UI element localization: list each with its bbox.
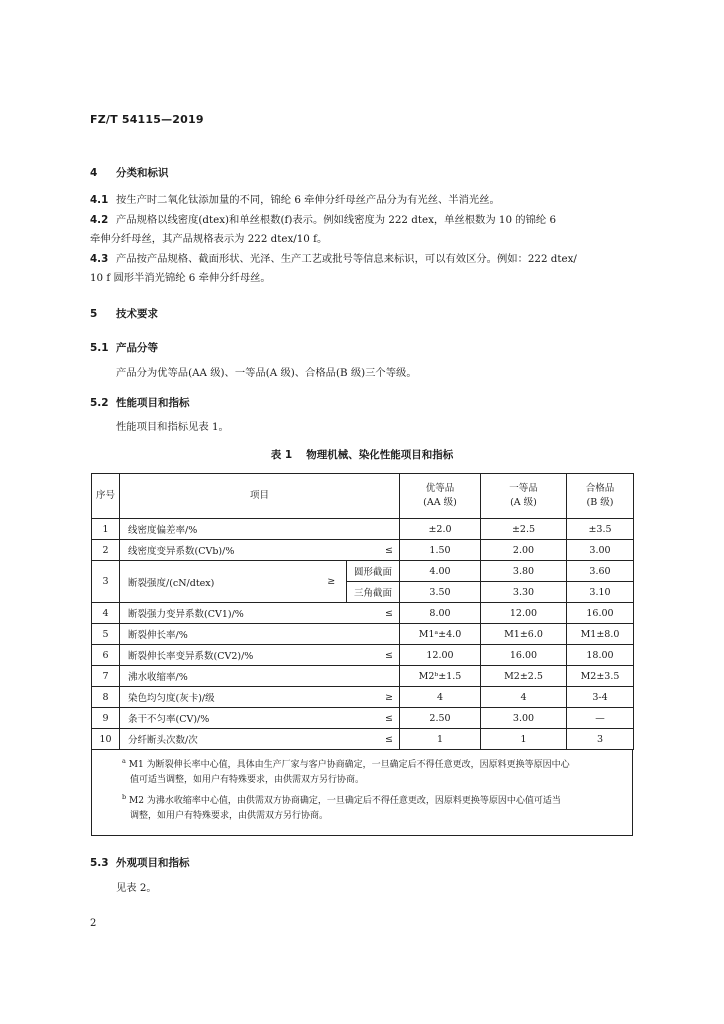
note-text-line2: 调整，如用户有特殊要求，由供需双方另行协商。 <box>130 811 329 821</box>
row-no: 1 <box>92 519 120 540</box>
cell-b: ±3.5 <box>567 519 634 540</box>
cell-b: 3.00 <box>567 540 634 561</box>
table-row <box>92 666 634 687</box>
cell-a: 4 <box>481 687 567 708</box>
row-no: 6 <box>92 645 120 666</box>
cell-b: 16.00 <box>567 603 634 624</box>
cell-aa: 3.50 <box>400 582 481 603</box>
cell-a: 16.00 <box>481 645 567 666</box>
row-item: 断裂强度/(cN/dtex) <box>120 561 317 603</box>
table-row <box>92 645 634 666</box>
clause-text-line1: 产品规格以线密度(dtex)和单丝根数(f)表示。例如线密度为 222 dtex，单丝根数为 10 的锦纶 6 <box>116 214 557 226</box>
table-notes <box>91 750 633 836</box>
section-title: 产品分等 <box>116 342 158 354</box>
row-no: 3 <box>92 561 120 603</box>
row-no: 10 <box>92 729 120 750</box>
note-text-line1: M1 为断裂伸长率中心值，具体由生产厂家与客户协商确定，一旦确定后不得任意更改，因原料更换等原因中心 <box>128 760 570 770</box>
cell-a: 1 <box>481 729 567 750</box>
note-text-line2: 值可适当调整，如用户有特殊要求，由供需双方另行协商。 <box>130 775 365 785</box>
clause-4-1 <box>90 193 500 207</box>
cell-a: 12.00 <box>481 603 567 624</box>
section-number: 5.3 <box>90 857 109 869</box>
section-title: 外观项目和指标 <box>116 857 190 869</box>
cell-a: 3.80 <box>481 561 567 582</box>
cell-aa: 8.00 <box>400 603 481 624</box>
cell-aa: 4 <box>400 687 481 708</box>
row-no: 8 <box>92 687 120 708</box>
row-symbol: ≥ <box>347 687 400 708</box>
table-row <box>92 519 634 540</box>
section-5-2-text: 性能项目和指标见表 1。 <box>116 421 229 433</box>
table-header-row <box>92 474 634 519</box>
table-row <box>92 687 634 708</box>
cell-aa: 1 <box>400 729 481 750</box>
cell-b: — <box>567 708 634 729</box>
row-symbol: ≤ <box>347 645 400 666</box>
header-item: 项目 <box>120 474 400 519</box>
table-row <box>92 540 634 561</box>
header-grade-aa: 优等品 (AA 级) <box>400 474 481 519</box>
section-title: 性能项目和指标 <box>116 397 190 409</box>
row-no: 7 <box>92 666 120 687</box>
cell-aa: ±2.0 <box>400 519 481 540</box>
section-number: 5.1 <box>90 342 109 354</box>
cell-b: 3 <box>567 729 634 750</box>
table-note-a <box>122 754 622 788</box>
note-mark: b <box>122 793 127 801</box>
row-subitem: 三角截面 <box>347 582 400 603</box>
page-number: 2 <box>90 918 97 929</box>
row-symbol: ≤ <box>347 603 400 624</box>
row-symbol: ≤ <box>347 708 400 729</box>
row-no: 4 <box>92 603 120 624</box>
row-item: 染色均匀度(灰卡)/级 <box>120 687 347 708</box>
row-item: 断裂强力变异系数(CV1)/% <box>120 603 347 624</box>
section-number: 4 <box>90 167 98 179</box>
cell-a: M2±2.5 <box>481 666 567 687</box>
cell-aa: M1ᵃ±4.0 <box>400 624 481 645</box>
row-symbol: ≤ <box>347 540 400 561</box>
table-row <box>92 708 634 729</box>
table-row <box>92 624 634 645</box>
clause-text-line2: 牵伸分纤母丝，其产品规格表示为 222 dtex/10 f。 <box>90 233 328 245</box>
cell-a: 3.00 <box>481 708 567 729</box>
table-row <box>92 561 634 582</box>
performance-table <box>91 473 634 750</box>
table-row <box>92 603 634 624</box>
section-title: 分类和标识 <box>116 167 169 179</box>
clause-number: 4.2 <box>90 214 109 226</box>
clause-number: 4.3 <box>90 253 109 265</box>
clause-text: 按生产时二氧化钛添加量的不同，锦纶 6 牵伸分纤母丝产品分为有光丝、半消光丝。 <box>116 194 500 206</box>
section-number: 5.2 <box>90 397 109 409</box>
table-title: 物理机械、染化性能项目和指标 <box>306 449 454 461</box>
section-5-3-heading <box>90 855 190 870</box>
section-5-1-text: 产品分为优等品(AA 级)、一等品(A 级)、合格品(B 级)三个等级。 <box>116 367 417 379</box>
standard-code: FZ/T 54115—2019 <box>90 113 204 126</box>
clause-number: 4.1 <box>90 194 109 206</box>
note-text-line1: M2 为沸水收缩率中心值，由供需双方协商确定，一旦确定后不得任意更改，因原料更换等原因中心值可适当 <box>129 796 561 806</box>
cell-a: M1±6.0 <box>481 624 567 645</box>
section-5-3-text: 见表 2。 <box>116 882 157 894</box>
row-item: 断裂伸长率变异系数(CV2)/% <box>120 645 347 666</box>
cell-aa: 2.50 <box>400 708 481 729</box>
section-5-2-heading <box>90 395 190 410</box>
section-title: 技术要求 <box>116 308 158 320</box>
cell-b: 3.60 <box>567 561 634 582</box>
section-4-heading <box>90 165 169 180</box>
row-item: 分纤断头次数/次 <box>120 729 347 750</box>
row-item: 沸水收缩率/% <box>120 666 400 687</box>
row-no: 2 <box>92 540 120 561</box>
row-item: 线密度偏差率/% <box>120 519 400 540</box>
header-grade-b: 合格品 (B 级) <box>567 474 634 519</box>
section-5-heading <box>90 306 158 321</box>
table-row <box>92 729 634 750</box>
header-no: 序号 <box>92 474 120 519</box>
cell-b: 3-4 <box>567 687 634 708</box>
table-caption <box>0 447 724 462</box>
clause-4-2 <box>90 213 556 246</box>
table-note-b <box>122 790 622 824</box>
clause-text-line2: 10 f 圆形半消光锦纶 6 牵伸分纤母丝。 <box>90 272 271 284</box>
cell-b: 18.00 <box>567 645 634 666</box>
row-subitem: 圆形截面 <box>347 561 400 582</box>
row-symbol: ≥ <box>317 561 347 603</box>
cell-a: 2.00 <box>481 540 567 561</box>
cell-b: M1±8.0 <box>567 624 634 645</box>
header-grade-a: 一等品 (A 级) <box>481 474 567 519</box>
row-item: 条干不匀率(CV)/% <box>120 708 347 729</box>
row-no: 5 <box>92 624 120 645</box>
table-number: 表 1 <box>270 449 293 461</box>
cell-a: 3.30 <box>481 582 567 603</box>
note-mark: a <box>122 757 126 765</box>
row-no: 9 <box>92 708 120 729</box>
clause-4-3 <box>90 252 577 285</box>
cell-a: ±2.5 <box>481 519 567 540</box>
row-item: 断裂伸长率/% <box>120 624 400 645</box>
cell-aa: 4.00 <box>400 561 481 582</box>
row-item: 线密度变异系数(CVb)/% <box>120 540 347 561</box>
clause-text-line1: 产品按产品规格、截面形状、光泽、生产工艺或批号等信息来标识，可以有效区分。例如：222 dtex/ <box>116 253 577 265</box>
row-symbol: ≤ <box>347 729 400 750</box>
cell-aa: 12.00 <box>400 645 481 666</box>
cell-aa: 1.50 <box>400 540 481 561</box>
cell-b: M2±3.5 <box>567 666 634 687</box>
cell-b: 3.10 <box>567 582 634 603</box>
section-number: 5 <box>90 308 98 320</box>
cell-aa: M2ᵇ±1.5 <box>400 666 481 687</box>
section-5-1-heading <box>90 340 158 355</box>
